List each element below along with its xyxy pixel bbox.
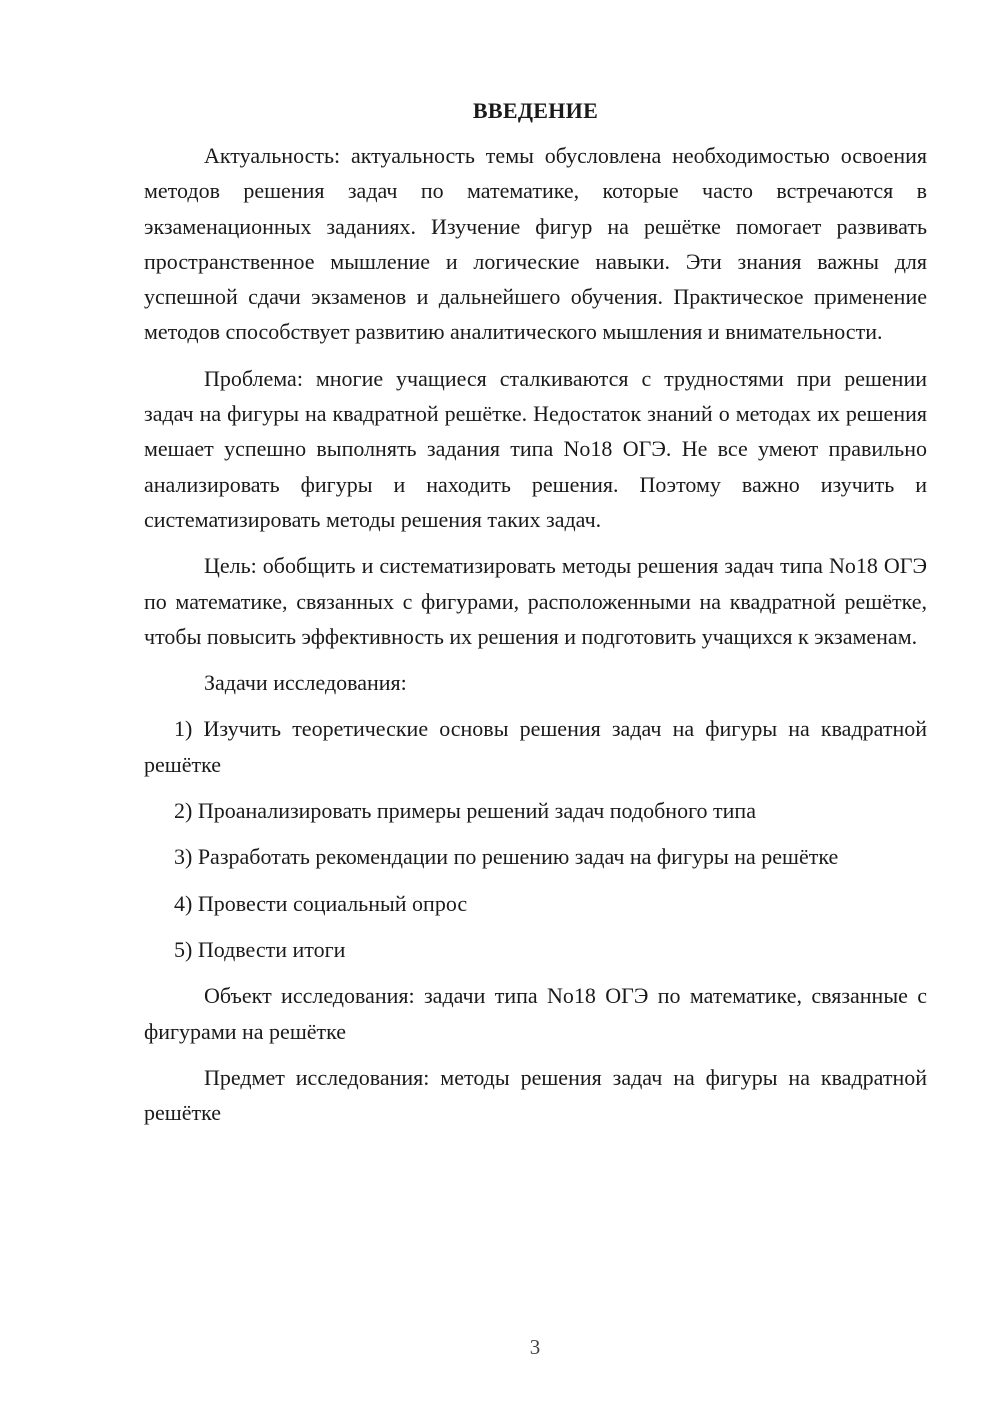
paragraph-relevance: Актуальность: актуальность темы обусловлена необходимостью освоения методов решения задач по математике, которые часто встречаются в экзаменационных заданиях. Изучение фигур на решётке помогает развивать пространственное мышление и логические навыки. Эти знания важны для успешной сдачи экзаменов и дальнейшего обучения. Практическое применение методов способствует развитию аналитического мышления и внимательности.	[144, 143, 927, 345]
page-number: 3	[529, 1335, 541, 1359]
task-item-4: 4) Провести социальный опрос	[174, 890, 468, 916]
task-item-2: 2) Проанализировать примеры решений задач подобного типа	[174, 798, 756, 824]
task-item-1: 1) Изучить теоретические основы решения задач на фигуры на квадратной решётке	[144, 716, 927, 777]
task-item-3: 3) Разработать рекомендации по решению задач на фигуры на решётке	[174, 844, 839, 870]
paragraph-problem: Проблема: многие учащиеся сталкиваются с трудностями при решении задач на фигуры на квадратной решётке. Недостаток знаний о методах их решения мешает успешно выполнять задания типа No18 ОГЭ. Не все умеют правильно анализировать фигуры и находить решения. Поэтому важно изучить и систематизировать методы решения таких задач.	[144, 365, 927, 532]
tasks-title: Задачи исследования:	[204, 670, 407, 696]
paragraph-object: Объект исследования: задачи типа No18 ОГЭ по математике, связанные с фигурами на решётке	[144, 983, 927, 1044]
task-item-5: 5) Подвести итоги	[174, 936, 346, 962]
paragraph-subject: Предмет исследования: методы решения задач на фигуры на квадратной решётке	[144, 1064, 927, 1126]
paragraph-goal: Цель: обобщить и систематизировать методы решения задач типа No18 ОГЭ по математике, связанных с фигурами, расположенными на квадратной решётке, чтобы повысить эффективность их решения и подготовить учащихся к экзаменам.	[144, 553, 927, 649]
page-content	[144, 96, 927, 1141]
section-heading: ВВЕДЕНИЕ	[472, 98, 599, 123]
